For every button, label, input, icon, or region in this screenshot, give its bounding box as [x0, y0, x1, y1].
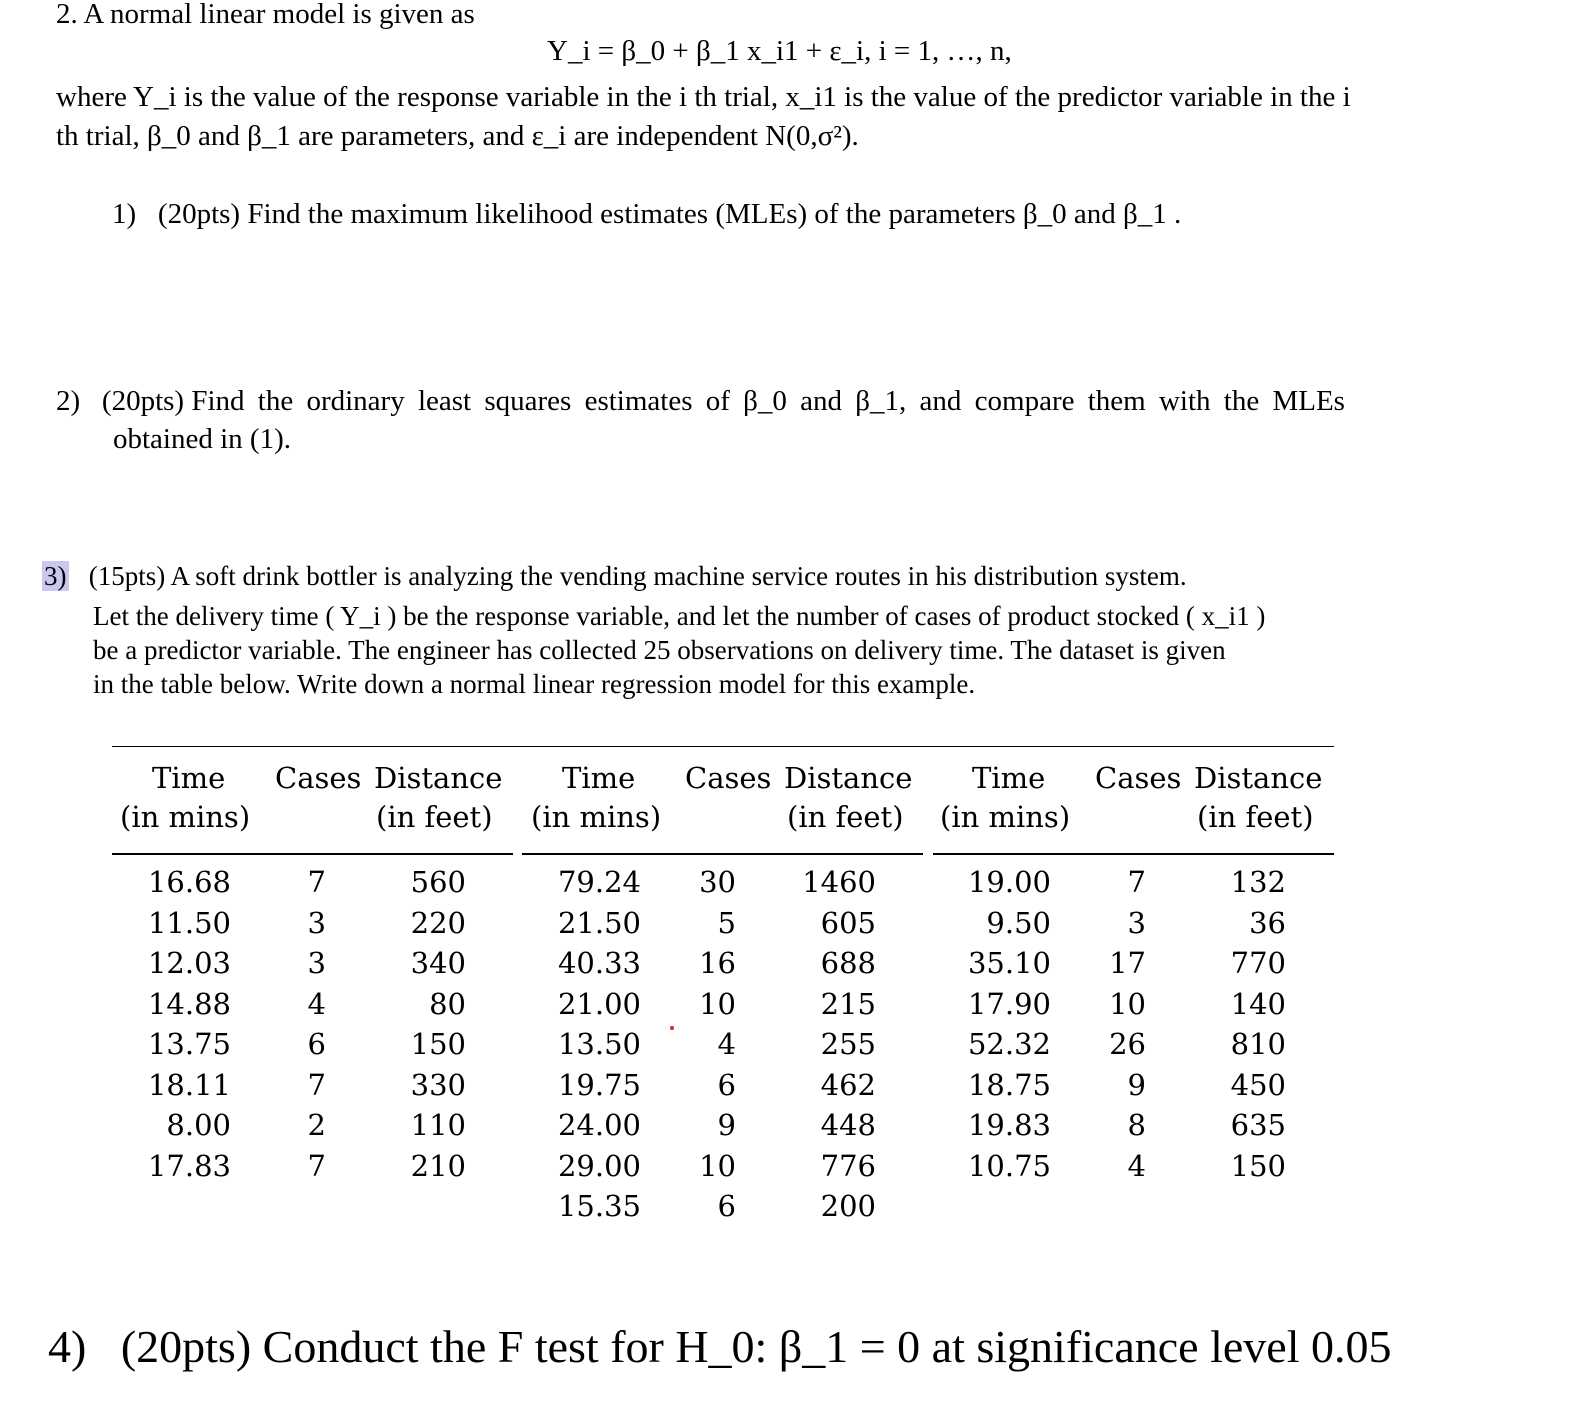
- table-cell-distance: 140: [1230, 986, 1286, 1021]
- header-time-2: Time: [562, 761, 636, 795]
- table-cell-cases: 6: [717, 1189, 736, 1223]
- table-cell-time: 79.24: [557, 865, 641, 899]
- table-cell-time: 16.68: [147, 865, 231, 899]
- part-3-line-4: in the table below. Write down a normal linear regression model for this example.: [93, 669, 976, 699]
- part-2-number: 2): [56, 385, 81, 417]
- table-cell-cases: 6: [307, 1027, 326, 1061]
- part-3-number: 3): [44, 561, 67, 591]
- table-cell-time: 12.03: [147, 946, 231, 980]
- table-cell-cases: 10: [699, 1148, 736, 1183]
- part-4: [48, 1320, 1392, 1374]
- table-cell-distance: 560: [410, 865, 466, 899]
- table-cell-cases: 26: [1109, 1027, 1146, 1061]
- table-cell-time: 17.83: [147, 1148, 231, 1183]
- table-cell-time: 9.50: [986, 905, 1051, 940]
- part-2-line-2: obtained in (1).: [113, 423, 291, 455]
- header-time-1: Time: [152, 761, 226, 795]
- red-dot-mark: [670, 1026, 674, 1030]
- table-cell-distance: 210: [410, 1148, 466, 1183]
- table-cell-time: 19.75: [557, 1067, 641, 1102]
- table-cell-distance: 80: [429, 986, 466, 1021]
- problem-heading: 2. A normal linear model is given as: [56, 0, 475, 30]
- table-cell-time: 24.00: [557, 1108, 641, 1142]
- table-cell-time: 19.83: [967, 1108, 1051, 1142]
- part-4-text: Conduct the F test for H_0: β_1 = 0 at significance level 0.05: [262, 1321, 1392, 1372]
- table-cell-distance: 150: [1230, 1148, 1286, 1183]
- table-cell-time: 52.32: [967, 1027, 1051, 1061]
- header-cases-3: Cases: [1095, 761, 1182, 795]
- table-cell-cases: 9: [1127, 1067, 1146, 1102]
- table-cell-time: 11.50: [147, 905, 231, 940]
- table-cell-time: 21.00: [557, 986, 641, 1021]
- part-3-line-2: Let the delivery time ( Y_i ) be the response variable, and let the number of cases of product stocked ( x_i1 ): [93, 601, 1266, 631]
- table-cell-cases: 4: [1127, 1148, 1146, 1183]
- table-cell-time: 18.11: [147, 1067, 231, 1102]
- table-cell-distance: 340: [410, 946, 466, 980]
- definition-line-2: th trial, β_0 and β_1 are parameters, and ε_i are independent N(0,σ²).: [56, 120, 859, 152]
- part-3: [42, 558, 1187, 594]
- header-unit-feet-2: (in feet): [787, 800, 904, 834]
- table-cell-time: 10.75: [967, 1148, 1051, 1183]
- header-cases-1: Cases: [275, 761, 362, 795]
- table-cell-cases: 7: [307, 1148, 326, 1183]
- table-cell-time: 40.33: [557, 946, 641, 980]
- part-3-points: (15pts): [88, 561, 166, 591]
- table-cell-cases: 7: [307, 865, 326, 899]
- header-rule-2: [522, 853, 923, 855]
- header-unit-feet-1: (in feet): [376, 800, 493, 834]
- table-cell-distance: 215: [820, 986, 876, 1021]
- part-1-number: 1): [112, 198, 137, 230]
- table-cell-cases: 4: [307, 986, 326, 1021]
- table-cell-cases: 10: [1109, 986, 1146, 1021]
- table-cell-distance: 200: [820, 1189, 876, 1223]
- model-equation: [547, 33, 1012, 69]
- header-unit-mins-2: (in mins): [531, 800, 662, 834]
- header-rule-3: [933, 853, 1334, 855]
- header-distance-2: Distance: [784, 761, 913, 795]
- definition-line-1: where Y_i is the value of the response variable in the i th trial, x_i1 is the value of the predictor variable in the i: [56, 81, 1351, 113]
- table-cell-distance: 450: [1230, 1067, 1286, 1102]
- table-cell-cases: 9: [717, 1108, 736, 1142]
- table-cell-distance: 220: [410, 905, 466, 940]
- part-3-line-3: be a predictor variable. The engineer has collected 25 observations on delivery time. The dataset is given: [93, 635, 1226, 665]
- table-cell-cases: 4: [717, 1027, 736, 1061]
- table-cell-cases: 7: [307, 1067, 326, 1102]
- table-cell-cases: 10: [699, 986, 736, 1021]
- table-cell-time: 19.00: [967, 865, 1051, 899]
- part-2-text: Find the ordinary least squares estimates of β_0 and β_1, and compare them with the MLEs: [191, 385, 1345, 417]
- table-cell-time: 29.00: [557, 1148, 641, 1183]
- table-cell-time: 17.90: [967, 986, 1051, 1021]
- part-3-text-1: A soft drink bottler is analyzing the vending machine service routes in his distribution system.: [170, 561, 1187, 591]
- header-distance-1: Distance: [374, 761, 503, 795]
- header-distance-3: Distance: [1194, 761, 1323, 795]
- table-cell-time: 15.35: [557, 1189, 641, 1223]
- table-cell-distance: 255: [820, 1027, 876, 1061]
- table-cell-cases: 3: [307, 946, 326, 980]
- table-cell-cases: 2: [307, 1108, 326, 1142]
- table-cell-time: 35.10: [967, 946, 1051, 980]
- table-cell-cases: 7: [1127, 865, 1146, 899]
- table-cell-cases: 3: [1127, 905, 1146, 940]
- table-cell-time: 14.88: [147, 986, 231, 1021]
- part-1-points: (20pts): [157, 198, 241, 230]
- header-time-3: Time: [972, 761, 1046, 795]
- table-cell-cases: 16: [699, 946, 736, 980]
- table-cell-distance: 605: [820, 905, 876, 940]
- part-2-points: (20pts): [101, 385, 185, 417]
- header-cases-2: Cases: [685, 761, 772, 795]
- part-4-points: (20pts): [120, 1321, 252, 1372]
- table-cell-time: 13.75: [147, 1027, 231, 1061]
- table-cell-distance: 110: [410, 1108, 466, 1142]
- table-cell-cases: 8: [1127, 1108, 1146, 1142]
- header-unit-feet-3: (in feet): [1197, 800, 1314, 834]
- table-cell-cases: 30: [699, 865, 736, 899]
- table-cell-distance: 36: [1249, 905, 1286, 940]
- table-cell-time: 18.75: [967, 1067, 1051, 1102]
- header-rule-1: [112, 853, 513, 855]
- part-4-number: 4): [48, 1321, 87, 1372]
- table-cell-cases: 17: [1109, 946, 1146, 980]
- table-cell-time: 21.50: [557, 905, 641, 940]
- table-cell-distance: 330: [410, 1067, 466, 1102]
- table-cell-distance: 635: [1230, 1108, 1286, 1142]
- part-1: [112, 196, 1181, 232]
- table-cell-distance: 150: [410, 1027, 466, 1061]
- table-cell-distance: 132: [1230, 865, 1286, 899]
- table-cell-distance: 810: [1230, 1027, 1286, 1061]
- part-2: [56, 383, 1345, 419]
- table-cell-distance: 448: [820, 1108, 876, 1142]
- table-cell-cases: 3: [307, 905, 326, 940]
- table-top-rule: [112, 746, 1334, 747]
- table-cell-distance: 462: [820, 1067, 876, 1102]
- table-cell-time: 8.00: [166, 1108, 231, 1142]
- table-cell-distance: 776: [820, 1148, 876, 1183]
- table-cell-cases: 6: [717, 1067, 736, 1102]
- table-cell-cases: 5: [717, 905, 736, 940]
- part-1-text: Find the maximum likelihood estimates (MLEs) of the parameters β_0 and β_1 .: [247, 198, 1182, 230]
- equation-text: Y_i = β_0 + β_1 x_i1 + ε_i, i = 1, …, n,: [547, 35, 1012, 67]
- table-cell-distance: 770: [1230, 946, 1286, 980]
- table-cell-distance: 1460: [802, 865, 876, 899]
- table-cell-time: 13.50: [557, 1027, 641, 1061]
- header-unit-mins-1: (in mins): [120, 800, 251, 834]
- header-unit-mins-3: (in mins): [940, 800, 1071, 834]
- table-cell-distance: 688: [820, 946, 876, 980]
